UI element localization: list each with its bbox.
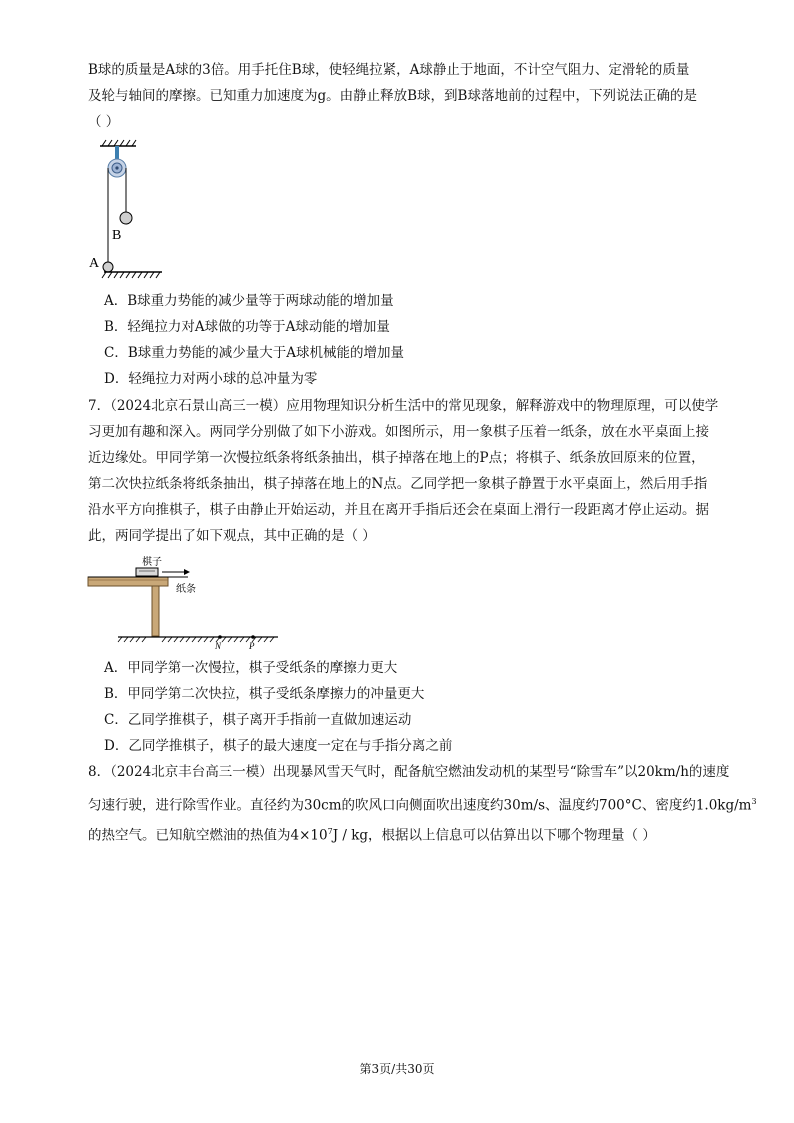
q6-text-line1: B球的质量是A球的3倍。用手托住B球，使轻绳拉紧，A球静止于地面，不计空气阻力、定滑轮的质量 (88, 62, 690, 78)
q7-option-c: C．乙同学推棋子，棋子离开手指前一直做加速运动 (104, 712, 412, 728)
page-footer: 第3页/共30页 (359, 1062, 435, 1076)
q6-paren: （ ） (88, 114, 120, 130)
q8-superscript-7: 7 (327, 827, 333, 836)
label-p: P (249, 641, 255, 651)
q7-text-line6: 此，两同学提出了如下观点，其中正确的是（ ） (88, 528, 376, 544)
q8-text-line3-a: 的热空气。已知航空燃油的热值为4×10 (88, 827, 328, 844)
q8-text-line2 (88, 792, 757, 816)
label-b: B (112, 228, 122, 243)
q8-text-line3-b: J / kg，根据以上信息可以估算出以下哪个物理量（ ） (332, 827, 656, 844)
table-figure (86, 551, 286, 651)
label-strip: 纸条 (176, 584, 196, 595)
label-a: A (89, 256, 100, 271)
q7-text-line4: 第二次快拉纸条将纸条抽出，棋子掉落在地上的N点。乙同学把一象棋子静置于水平桌面上，然后用手指 (88, 476, 708, 492)
q7-option-a: A．甲同学第一次慢拉，棋子受纸条的摩擦力更大 (104, 660, 398, 676)
label-piece: 棋子 (142, 557, 162, 568)
q6-option-a: A．B球重力势能的减少量等于两球动能的增加量 (104, 293, 394, 309)
q7-text-line5: 沿水平方向推棋子，棋子由静止开始运动，并且在离开手指后还会在桌面上滑行一段距离才停止运动。据 (88, 502, 709, 518)
pulley-figure (86, 138, 176, 280)
q8-superscript-3: 3 (751, 797, 757, 806)
q7-text-line3: 近边缘处。甲同学第一次慢拉纸条将纸条抽出，棋子掉落在地上的P点；将棋子、纸条放回原来的位置， (88, 450, 705, 466)
q6-text-line2: 及轮与轴间的摩擦。已知重力加速度为g。由静止释放B球，到B球落地前的过程中，下列说法正确的是 (88, 88, 697, 104)
q7-option-b: B．甲同学第二次快拉，棋子受纸条摩擦力的冲量更大 (104, 686, 425, 702)
q6-option-b: B．轻绳拉力对A球做的功等于A球动能的增加量 (104, 319, 390, 335)
q7-text-line2: 习更加有趣和深入。两同学分别做了如下小游戏。如图所示，用一象棋子压着一纸条，放在水平桌面上接 (88, 424, 709, 440)
q6-option-c: C．B球重力势能的减少量大于A球机械能的增加量 (104, 345, 404, 361)
label-n: N (215, 641, 222, 651)
q8-text-line2-main: 匀速行驶，进行除雪作业。直径约为30cm的吹风口向侧面吹出速度约30m/s、温度约700°C、密度约1.0kg/m (88, 797, 752, 814)
q7-text-line1: 7．（2024北京石景山高三一模）应用物理知识分析生活中的常见现象，解释游戏中的物理原理，可以使学 (88, 398, 719, 414)
q8-text-line3 (88, 822, 656, 846)
q8-text-line1: 8．（2024北京丰台高三一模）出现暴风雪天气时，配备航空燃油发动机的某型号“除雪车”以20km/h的速度 (88, 764, 730, 780)
q7-option-d: D．乙同学推棋子，棋子的最大速度一定在与手指分离之前 (104, 738, 453, 754)
q6-option-d: D．轻绳拉力对两小球的总冲量为零 (104, 371, 318, 387)
